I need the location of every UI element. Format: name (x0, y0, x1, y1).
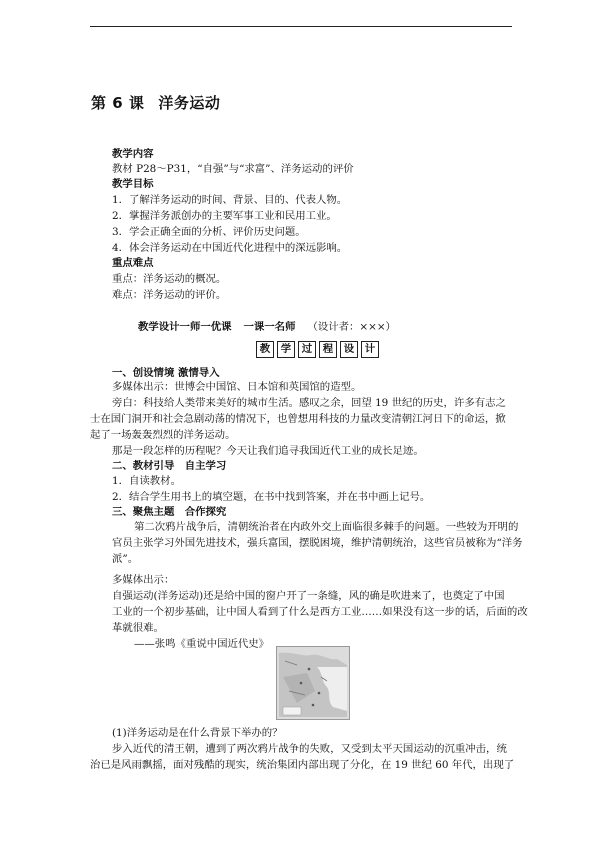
section-heading: 一、创设情境 激情导入 (112, 367, 220, 379)
objectives-heading: 教学目标 (112, 178, 154, 190)
map-illustration (277, 647, 349, 719)
process-title-char: 程 (319, 341, 337, 358)
lesson-number: 第 6 课 (91, 94, 145, 112)
historical-map-image (276, 646, 350, 720)
body-line: (1)洋务运动是在什么背景下举办的？ (112, 727, 283, 739)
body-line: 工业的一个初步基础，让中国人看到了什么是西方工业……如果没有这一步的话，后面的改 (112, 606, 528, 618)
process-title-char: 设 (340, 341, 358, 358)
body-line: 旁白：科技给人类带来美好的城市生活。感叹之余，回望 19 世纪的历史，许多有志之 (112, 397, 506, 409)
design-series: 教学设计一师一优课 (138, 321, 232, 333)
body-line: 官员主张学习外国先进技术，强兵富国，摆脱困境，维护清朝统治，这些官员被称为“洋务 (112, 537, 523, 549)
process-title-char: 学 (277, 341, 295, 358)
process-title-char: 计 (361, 341, 379, 358)
objective-item: 3．学会正确全面的分析、评价历史问题。 (112, 226, 306, 238)
lesson-name: 洋务运动 (158, 94, 221, 112)
process-design-title (256, 341, 382, 358)
design-subtitle: 一课一名师 (243, 321, 296, 333)
body-line: 步入近代的清王朝，遭到了两次鸦片战争的失败，又受到太平天国运动的沉重冲击，统 (112, 743, 507, 755)
body-line: 1．自读教材。 (112, 475, 181, 487)
body-line: 治已是风雨飘摇，面对残酷的现实，统治集团内部出现了分化，在 19 世纪 60 年代，出现了 (90, 759, 515, 771)
header-rule (90, 26, 512, 27)
design-credit-line (138, 318, 396, 333)
process-title-char: 过 (298, 341, 316, 358)
content-text: 教材 P28～P31，“自强”与“求富”、洋务运动的评价 (112, 163, 354, 175)
designer: （设计者：×××） (307, 321, 396, 333)
body-line: 2．结合学生用书上的填空题，在书中找到答案，并在书中画上记号。 (112, 491, 431, 503)
key-point: 重点：洋务运动的概况。 (112, 273, 227, 285)
objective-item: 4．体会洋务运动在中国近代化进程中的深远影响。 (112, 242, 348, 254)
section-heading: 三、聚焦主题 合作探究 (112, 506, 227, 518)
body-line: 起了一场轰轰烈烈的洋务运动。 (90, 429, 236, 441)
lesson-title (91, 92, 220, 113)
objective-item: 1．了解洋务运动的时间、背景、目的、代表人物。 (112, 194, 348, 206)
body-line: ——张鸣《重说中国近代史》 (134, 638, 270, 650)
body-line: 革就很难。 (112, 622, 164, 634)
content-heading: 教学内容 (112, 148, 154, 160)
body-line: 多媒体出示： (112, 574, 175, 586)
difficult-point: 难点：洋务运动的评价。 (112, 289, 227, 301)
body-line: 士在国门洞开和社会急剧动荡的情况下，也曾想用科技的力量改变清朝江河日下的命运，掀 (90, 413, 506, 425)
process-title-char: 教 (256, 341, 274, 358)
section-heading: 二、教材引导 自主学习 (112, 460, 227, 472)
body-line: 自强运动(洋务运动)还是给中国的窗户开了一条缝，风的确是吹进来了，也奠定了中国 (112, 590, 505, 602)
body-line: 那是一段怎样的历程呢？今天让我们追寻我国近代工业的成长足迹。 (112, 445, 424, 457)
objective-item: 2．掌握洋务派创办的主要军事工业和民用工业。 (112, 210, 337, 222)
keypoints-heading: 重点难点 (112, 257, 154, 269)
body-line: 派”。 (112, 553, 139, 565)
body-line: 多媒体出示：世博会中国馆、日本馆和英国馆的造型。 (112, 381, 362, 393)
body-line: 第二次鸦片战争后，清朝统治者在内政外交上面临很多棘手的问题。一些较为开明的 (134, 521, 519, 533)
